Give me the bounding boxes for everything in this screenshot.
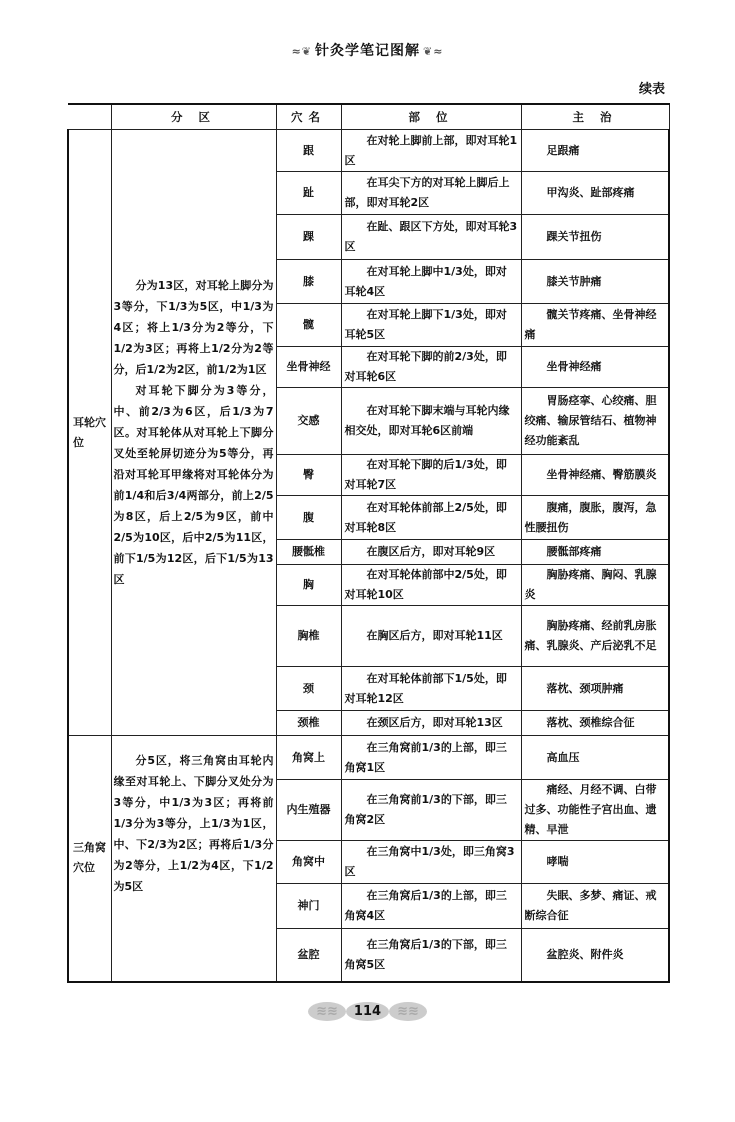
division-paragraph: 分为13区，对耳轮上脚分为3等分，下1/3为5区，中1/3为4区；将上1/3分为2等分，下1/2为3区；再将上1/2分为2等分，后1/2为2区，前1/2为1区 [113, 279, 274, 376]
point-location: 在耳尖下方的对耳轮上脚后上部，即对耳轮2区 [341, 172, 521, 215]
point-indication: 腹痛，腹胀，腹泻，急性腰扭伤 [521, 496, 669, 540]
point-location: 在三角窝前1/3的下部，即三角窝2区 [341, 780, 521, 841]
point-indication: 髋关节疼痛、坐骨神经痛 [521, 304, 669, 347]
point-indication: 胸胁疼痛、经前乳房胀痛、乳腺炎、产后泌乳不足 [521, 606, 669, 667]
point-indication: 坐骨神经痛、臀筋膜炎 [521, 455, 669, 496]
point-location: 在对耳轮上脚中1/3处，即对耳轮4区 [341, 260, 521, 304]
point-name: 角窝中 [276, 841, 341, 884]
point-indication: 胸胁疼痛、胸闷、乳腺炎 [521, 565, 669, 606]
running-head [0, 40, 735, 60]
point-location: 在三角窝后1/3的上部，即三角窝4区 [341, 884, 521, 929]
division-text [114, 275, 274, 590]
category-label: 耳轮穴位 [73, 415, 106, 449]
point-location: 在三角窝后1/3的下部，即三角窝5区 [341, 929, 521, 982]
point-location: 在对耳轮体前部中2/5处，即对耳轮10区 [341, 565, 521, 606]
ornament-right-icon: ❦≈ [423, 45, 444, 58]
point-name: 膝 [276, 260, 341, 304]
point-indication: 踝关节扭伤 [521, 215, 669, 260]
ornament-icon: ≋≋ [389, 1002, 427, 1021]
point-location: 在对耳轮体前部上2/5处，即对耳轮8区 [341, 496, 521, 540]
header-point-name: 穴名 [276, 104, 341, 130]
table-row [68, 130, 669, 172]
point-location: 在对轮上脚前上部，即对耳轮1区 [341, 130, 521, 172]
point-indication: 失眠、多梦、痛证、戒断综合征 [521, 884, 669, 929]
point-location: 在腹区后方，即对耳轮9区 [341, 540, 521, 565]
point-name: 颈椎 [276, 711, 341, 736]
division-cell [111, 130, 276, 736]
point-location: 在三角窝前1/3的上部，即三角窝1区 [341, 736, 521, 780]
point-name: 髋 [276, 304, 341, 347]
ornament-left-icon: ≈❦ [291, 45, 312, 58]
point-location: 在胸区后方，即对耳轮11区 [341, 606, 521, 667]
category-label: 三角窝穴位 [73, 841, 106, 875]
point-location: 在三角窝中1/3处，即三角窝3区 [341, 841, 521, 884]
point-indication: 盆腔炎、附件炎 [521, 929, 669, 982]
point-name: 胸椎 [276, 606, 341, 667]
point-name: 盆腔 [276, 929, 341, 982]
page-number-text: 114 [346, 1002, 389, 1021]
point-indication: 坐骨神经痛 [521, 347, 669, 388]
point-name: 角窝上 [276, 736, 341, 780]
point-name: 腹 [276, 496, 341, 540]
point-name: 踝 [276, 215, 341, 260]
category-cell [68, 130, 111, 736]
point-indication: 哮喘 [521, 841, 669, 884]
point-location: 在趾、跟区下方处，即对耳轮3区 [341, 215, 521, 260]
acupoint-table [67, 103, 670, 983]
point-name: 跟 [276, 130, 341, 172]
table-header-row [68, 104, 669, 130]
point-name: 趾 [276, 172, 341, 215]
point-indication: 落枕、颈项肿痛 [521, 667, 669, 711]
division-cell [111, 736, 276, 982]
page-number [0, 1002, 735, 1021]
point-indication: 腰骶部疼痛 [521, 540, 669, 565]
book-title: 针灸学笔记图解 [315, 43, 420, 59]
division-text: 分5区，将三角窝由耳轮内缘至对耳轮上、下脚分叉处分为3等分，中1/3为3区；再将前1/3分为3等分，上1/3为1区，中、下2/3为2区；再将后1/3分为2等分，上1/2为4区，下1/2为5区 [113, 754, 274, 893]
category-cell [68, 736, 111, 982]
point-indication: 足跟痛 [521, 130, 669, 172]
point-name: 坐骨神经 [276, 347, 341, 388]
point-location: 在对耳轮上脚下1/3处，即对耳轮5区 [341, 304, 521, 347]
point-indication: 膝关节肿痛 [521, 260, 669, 304]
point-location: 在对耳轮下脚末端与耳轮内缘相交处，即对耳轮6区前端 [341, 388, 521, 455]
point-name: 神门 [276, 884, 341, 929]
header-division: 分 区 [111, 104, 276, 130]
table-row [68, 736, 669, 780]
header-indication: 主 治 [521, 104, 669, 130]
header-location: 部 位 [341, 104, 521, 130]
division-paragraph: 对耳轮下脚分为3等分，中、前2/3为6区，后1/3为7区。对耳轮体从对耳轮上下脚分叉处至轮屏切迹分为5等分，再沿对耳轮耳甲缘将对耳轮体分为前1/4和后3/4两部分，前上2/5为8区，后上2/5为9区，前中2/5为10区，后中2/5为11区，前下1/5为12区，后下1/5为13区 [113, 384, 274, 586]
point-name: 腰骶椎 [276, 540, 341, 565]
point-indication: 落枕、颈椎综合征 [521, 711, 669, 736]
header-blank [68, 104, 111, 130]
point-indication: 胃肠痉挛、心绞痛、胆绞痛、输尿管结石、植物神经功能紊乱 [521, 388, 669, 455]
point-name: 胸 [276, 565, 341, 606]
point-location: 在颈区后方，即对耳轮13区 [341, 711, 521, 736]
point-location: 在对耳轮体前部下1/5处，即对耳轮12区 [341, 667, 521, 711]
point-name: 内生殖器 [276, 780, 341, 841]
ornament-icon: ≋≋ [308, 1002, 346, 1021]
continued-label: 续表 [638, 82, 665, 97]
point-indication: 痛经、月经不调、白带过多、功能性子宫出血、遗精、早泄 [521, 780, 669, 841]
point-indication: 高血压 [521, 736, 669, 780]
point-indication: 甲沟炎、趾部疼痛 [521, 172, 669, 215]
point-location: 在对耳轮下脚的前2/3处，即对耳轮6区 [341, 347, 521, 388]
point-name: 交感 [276, 388, 341, 455]
point-name: 臀 [276, 455, 341, 496]
point-name: 颈 [276, 667, 341, 711]
point-location: 在对耳轮下脚的后1/3处，即对耳轮7区 [341, 455, 521, 496]
